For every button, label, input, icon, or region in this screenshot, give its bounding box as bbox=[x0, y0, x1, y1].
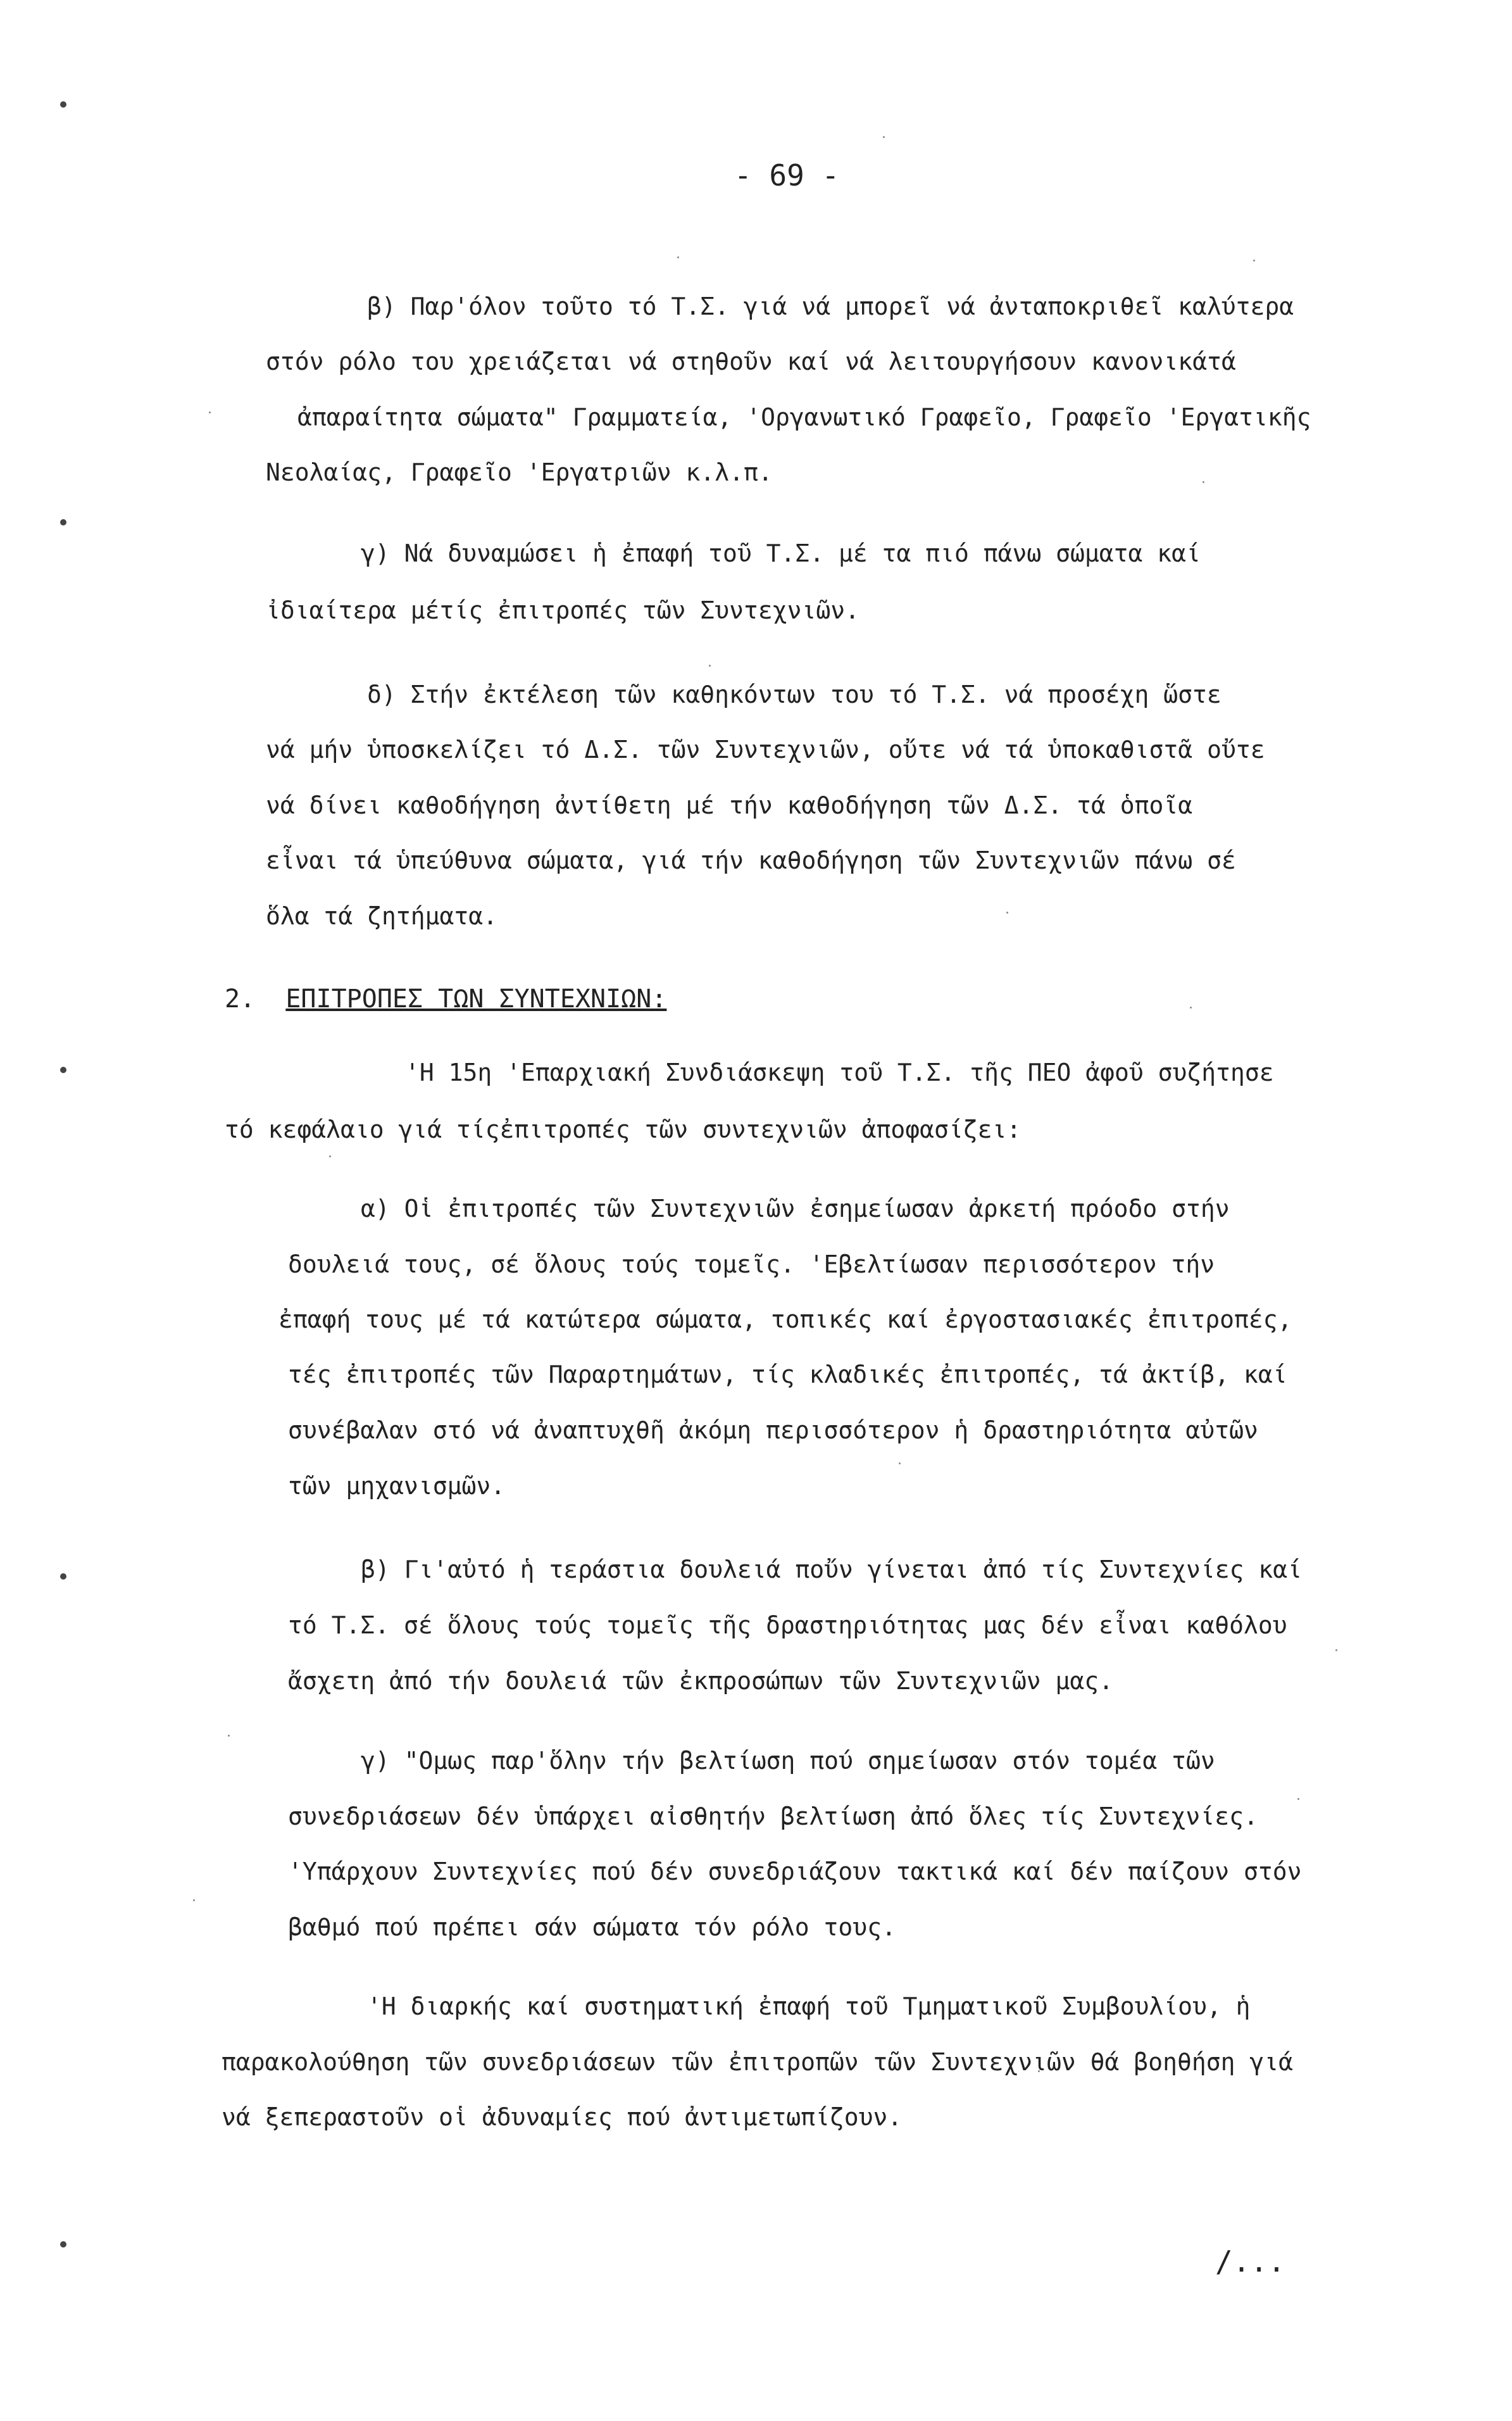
scan-speckle bbox=[1253, 260, 1255, 261]
text-line: νά μήν ὑποσκελίζει τό Δ.Σ. τῶν Συντεχνιῶν, οὔτε νά τά ὑποκαθιστᾶ οὔτε bbox=[266, 736, 1265, 764]
scan-speckle bbox=[329, 1155, 331, 1157]
text-line: τό Τ.Σ. σέ ὅλους τούς τομεῖς τῆς δραστηριότητας μας δέν εἶναι καθόλου bbox=[288, 1611, 1287, 1639]
text-line: νά ξεπεραστοῦν οἱ ἀδυναμίες πού ἀντιμετωπίζουν. bbox=[222, 2103, 903, 2131]
text-line: τό κεφάλαιο γιά τίςἐπιτροπές τῶν συντεχνιῶν ἀποφασίζει: bbox=[225, 1116, 1022, 1143]
text-line: ἰδιαίτερα μέτίς ἐπιτροπές τῶν Συντεχνιῶν. bbox=[266, 596, 859, 624]
scan-speckle bbox=[1335, 1649, 1337, 1651]
text-line: στόν ρόλο του χρειάζεται νά στηθοῦν καί νά λειτουργήσουν κανονικάτά bbox=[266, 348, 1236, 375]
page-number: - 69 - bbox=[734, 158, 840, 192]
text-line: νά δίνει καθοδήγηση ἀντίθετη μέ τήν καθοδήγηση τῶν Δ.Σ. τά ὁποῖα bbox=[266, 791, 1193, 819]
scan-speckle bbox=[1190, 1007, 1192, 1009]
text-line: ἄσχετη ἀπό τήν δουλειά τῶν ἐκπροσώπων τῶν Συντεχνιῶν μας. bbox=[288, 1667, 1114, 1695]
text-line: συνεδριάσεων δέν ὑπάρχει αἰσθητήν βελτίωση ἀπό ὅλες τίς Συντεχνίες. bbox=[288, 1802, 1258, 1830]
text-line: 'Η 15η 'Επαρχιακή Συνδιάσκεψη τοῦ Τ.Σ. τῆς ΠΕΟ ἀφοῦ συζήτησε bbox=[405, 1059, 1274, 1086]
text-line: 'Η διαρκής καί συστηματική ἐπαφή τοῦ Τμηματικοῦ Συμβουλίου, ἡ bbox=[367, 1992, 1251, 2020]
text-line: ἀπαραίτητα σώματα" Γραμματεία, 'Οργανωτικό Γραφεῖο, Γραφεῖο 'Εργατικῆς bbox=[297, 403, 1311, 431]
scan-speckle bbox=[899, 1462, 901, 1464]
text-line: ὅλα τά ζητήματα. bbox=[266, 902, 498, 930]
text-line: ἐπαφή τους μέ τά κατώτερα σώματα, τοπικές καί ἐργοστασιακές ἐπιτροπές, bbox=[278, 1305, 1292, 1333]
margin-dot bbox=[60, 2241, 66, 2248]
scan-speckle bbox=[1297, 1798, 1299, 1800]
text-line: τές ἐπιτροπές τῶν Παραρτημάτων, τίς κλαδικές ἐπιτροπές, τά ἀκτίβ, καί bbox=[288, 1361, 1287, 1388]
text-line: α) Οἱ ἐπιτροπές τῶν Συντεχνιῶν ἐσημείωσαν ἀρκετή πρόοδο στήν bbox=[361, 1195, 1230, 1223]
margin-dot bbox=[60, 1067, 66, 1073]
scan-speckle bbox=[193, 1899, 195, 1901]
heading-title: ΕΠΙΤΡΟΠΕΣ ΤΩΝ ΣΥΝΤΕΧΝΙΩΝ: bbox=[285, 984, 667, 1014]
text-line: γ) "Ομως παρ'ὅλην τήν βελτίωση πού σημείωσαν στόν τομέα τῶν bbox=[361, 1747, 1215, 1775]
text-line: παρακολούθηση τῶν συνεδριάσεων τῶν ἐπιτροπῶν τῶν Συντεχνιῶν θά βοηθήση γιά bbox=[222, 2048, 1293, 2076]
continuation-mark: /... bbox=[1215, 2244, 1285, 2279]
margin-dot bbox=[60, 1573, 66, 1580]
text-line: συνέβαλαν στό νά ἀναπτυχθῆ ἀκόμη περισσότερον ἡ δραστηριότητα αὐτῶν bbox=[288, 1416, 1258, 1444]
text-line: εἶναι τά ὑπεύθυνα σώματα, γιά τήν καθοδήγηση τῶν Συντεχνιῶν πάνω σέ bbox=[266, 846, 1236, 874]
scan-speckle bbox=[883, 136, 885, 138]
text-line: τῶν μηχανισμῶν. bbox=[288, 1472, 506, 1500]
text-line: Νεολαίας, Γραφεῖο 'Εργατριῶν κ.λ.π. bbox=[266, 458, 773, 486]
text-line: β) Παρ'όλον τοῦτο τό Τ.Σ. γιά νά μπορεῖ νά ἀνταποκριθεῖ καλύτερα bbox=[367, 292, 1294, 320]
text-line: δουλειά τους, σέ ὅλους τούς τομεῖς. 'Εβελτίωσαν περισσότερον τήν bbox=[288, 1250, 1215, 1278]
scan-speckle bbox=[1203, 481, 1204, 483]
scan-speckle bbox=[209, 412, 211, 413]
text-line: δ) Στήν ἐκτέλεση τῶν καθηκόντων του τό Τ.Σ. νά προσέχη ὥστε bbox=[367, 681, 1221, 708]
scan-speckle bbox=[1006, 912, 1008, 914]
text-line: 'Υπάρχουν Συντεχνίες πού δέν συνεδριάζουν τακτικά καί δέν παίζουν στόν bbox=[288, 1858, 1302, 1885]
scan-speckle bbox=[677, 256, 679, 258]
scan-speckle bbox=[709, 665, 711, 667]
text-line: β) Γι'αὐτό ἡ τεράστια δουλειά ποὔν γίνεται ἀπό τίς Συντεχνίες καί bbox=[361, 1556, 1303, 1583]
margin-dot bbox=[60, 519, 66, 525]
text-line: βαθμό πού πρέπει σάν σώματα τόν ρόλο τους. bbox=[288, 1913, 896, 1941]
scan-speckle bbox=[228, 1735, 230, 1737]
text-line: γ) Νά δυναμώσει ἡ ἐπαφή τοῦ Τ.Σ. μέ τα πιό πάνω σώματα καί bbox=[361, 539, 1201, 567]
margin-dot bbox=[60, 101, 66, 108]
section-heading bbox=[225, 984, 666, 1014]
heading-number: 2. bbox=[225, 984, 256, 1014]
